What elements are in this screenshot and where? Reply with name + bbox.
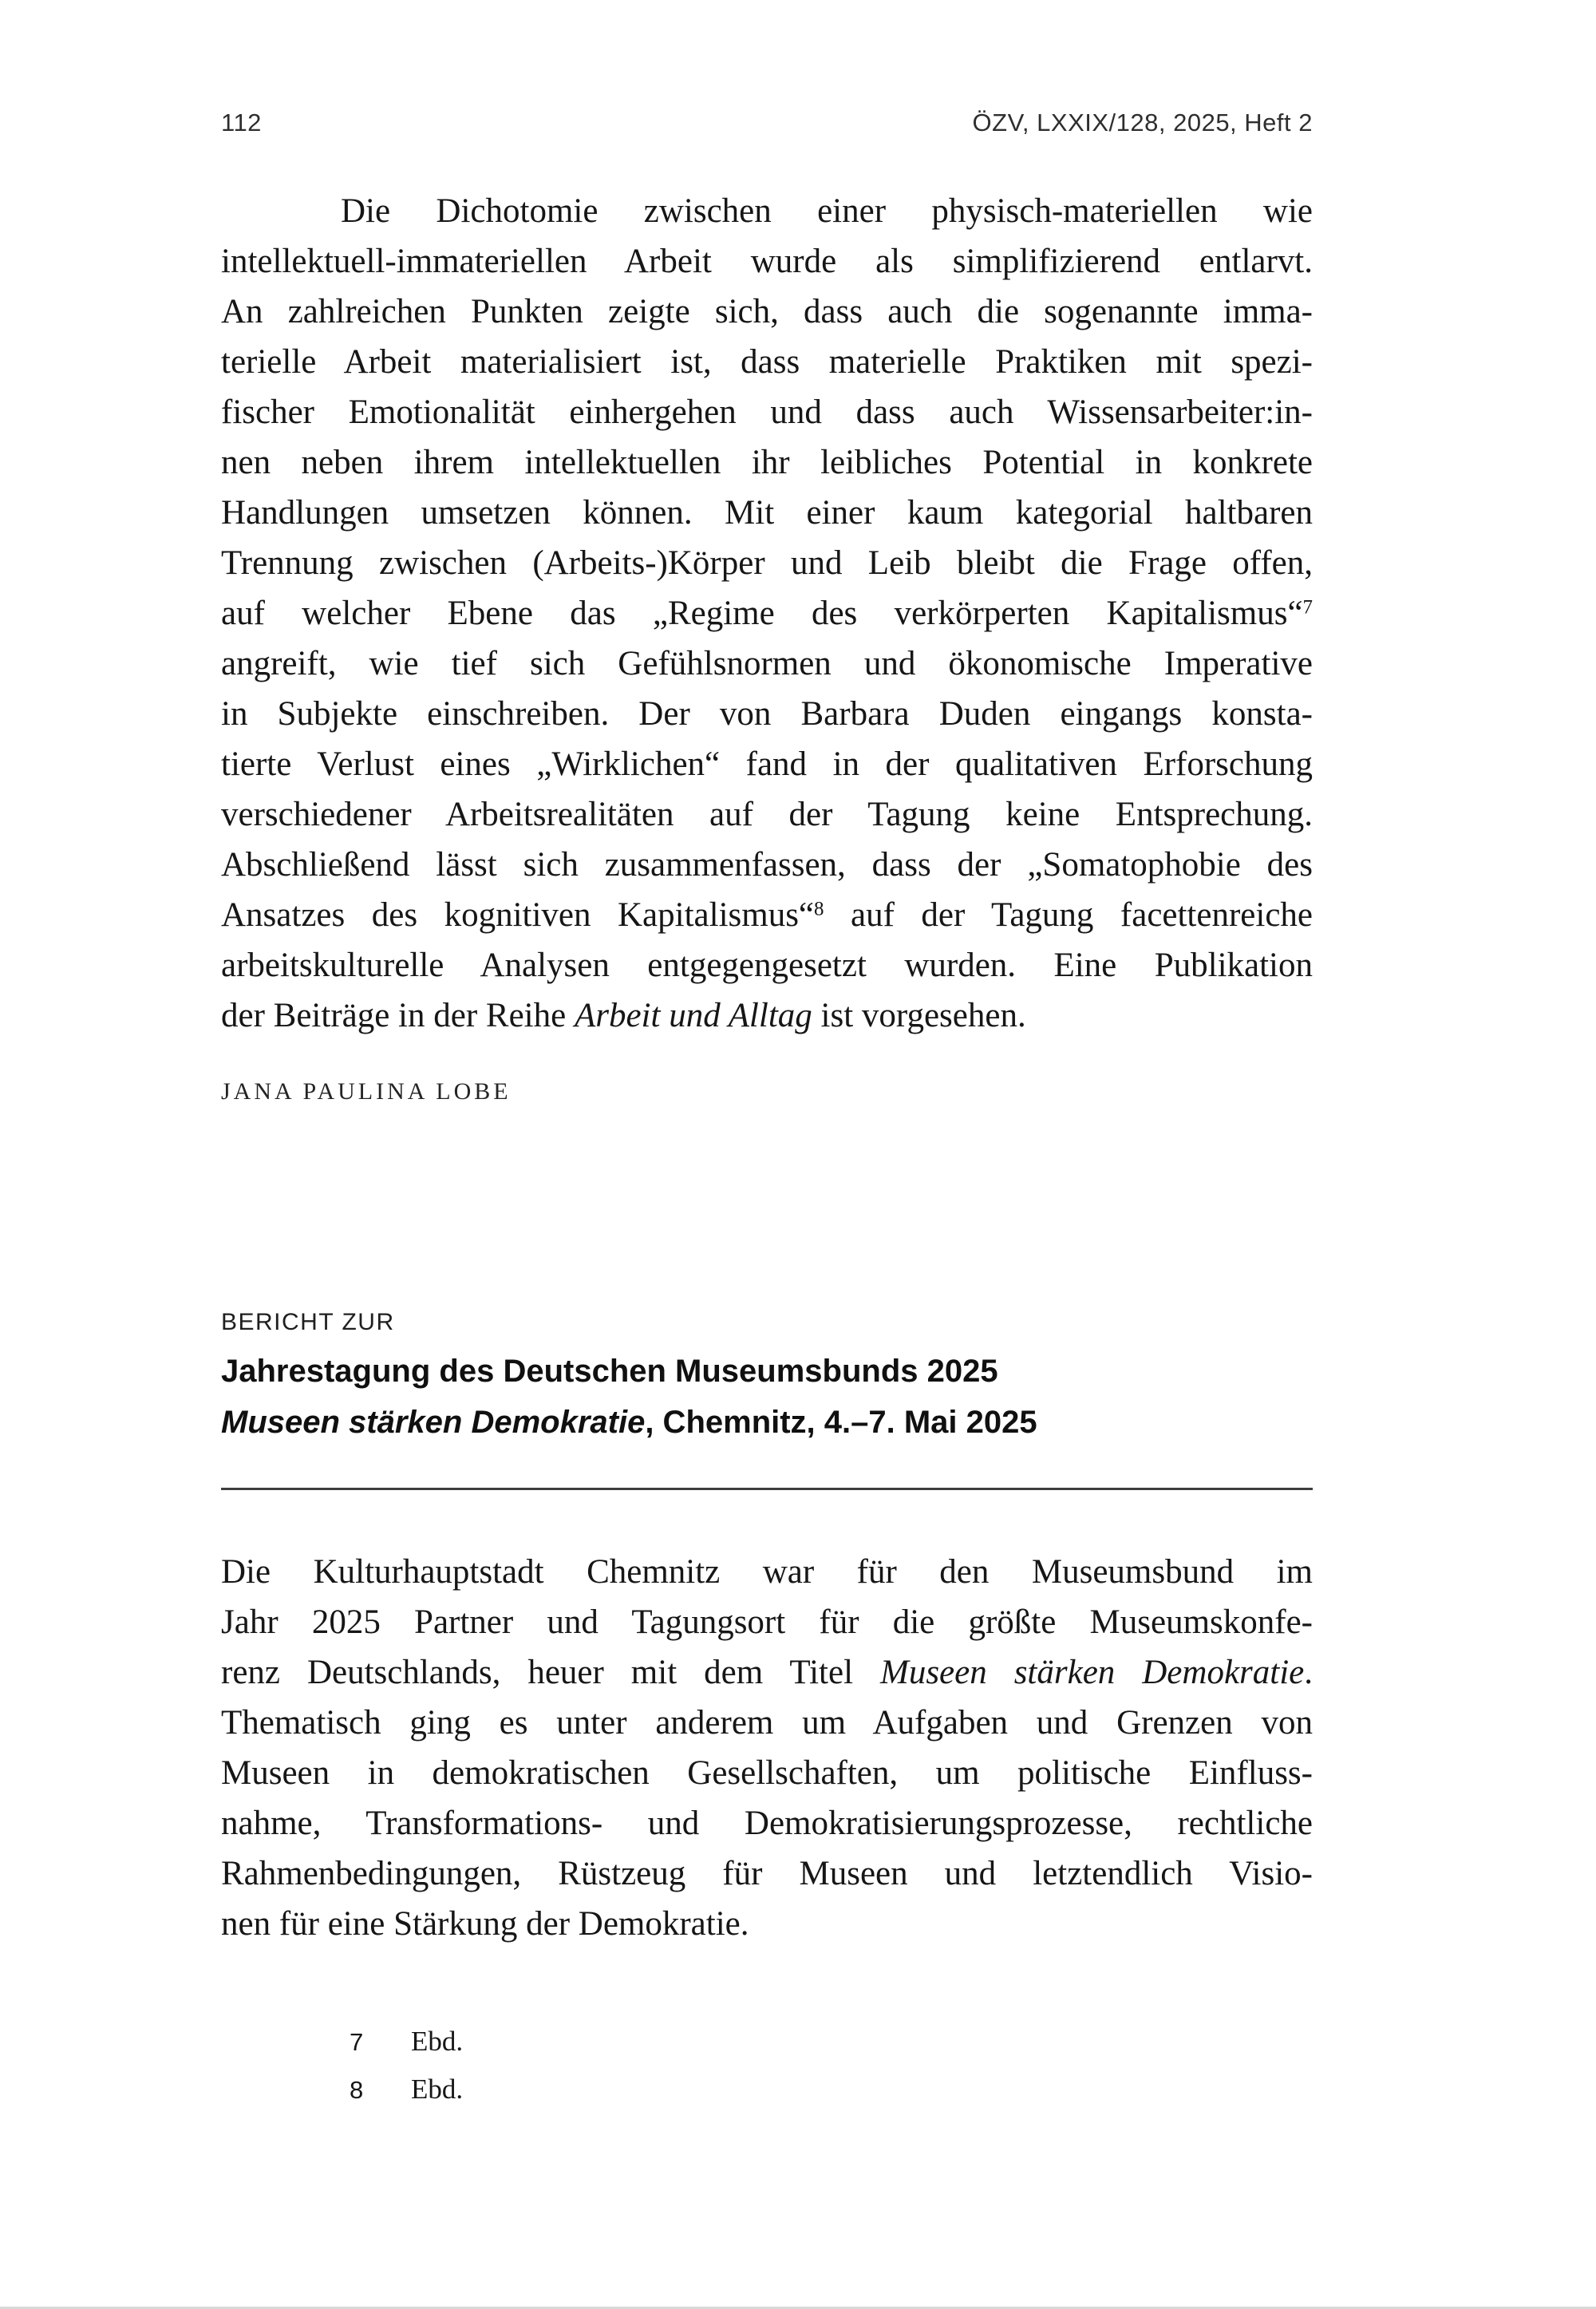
text-line: Abschließend lässt sich zusammenfassen, dass der „Somatophobie des	[221, 846, 1313, 884]
text-line: Trennung zwischen (Arbeits-)Körper und Leib bleibt die Frage offen,	[221, 544, 1313, 582]
text-line: nen neben ihrem intellektuellen ihr leibliches Potential in konkrete	[221, 444, 1313, 481]
journal-reference: ÖZV, LXXIX/128, 2025, Heft 2	[972, 109, 1313, 136]
text-line: nen für eine Stärkung der Demokratie.	[221, 1905, 749, 1943]
footnote-row	[221, 2018, 1313, 2066]
report-title-italic: Museen stärken Demokratie	[221, 1405, 646, 1440]
report-title-line2	[221, 1405, 1037, 1441]
report-title-rest: , Chemnitz, 4.–7. Mai 2025	[645, 1405, 1037, 1440]
text-line: tierte Verlust eines „Wirklichen“ fand in der qualitativen Erforschung	[221, 745, 1313, 783]
text-line: renz Deutschlands, heuer mit dem Titel Museen stärken Demokratie.	[221, 1654, 1313, 1691]
text-line: Die Kulturhauptstadt Chemnitz war für den Museumsbund im	[221, 1553, 1313, 1591]
text-line: der Beiträge in der Reihe Arbeit und Alltag ist vorgesehen.	[221, 997, 1026, 1034]
report-opening-paragraph	[221, 1547, 1313, 1949]
section-divider	[221, 1488, 1313, 1490]
footnote-row	[221, 2066, 1313, 2113]
text-line: verschiedener Arbeitsrealitäten auf der Tagung keine Entsprechung.	[221, 796, 1313, 833]
footnote-number: 8	[350, 2076, 364, 2104]
page-number: 112	[221, 109, 262, 136]
text-line: angreift, wie tief sich Gefühlsnormen und ökonomische Imperative	[221, 645, 1313, 682]
report-closing-paragraph	[221, 186, 1313, 1041]
running-head	[221, 109, 1313, 137]
text-line: Ansatzes des kognitiven Kapitalismus“$^8$ auf der Tagung facettenreiche	[221, 896, 1313, 934]
text-line: nahme, Transformations- und Demokratisierungsprozesse, rechtliche	[221, 1805, 1313, 1842]
text-line: Handlungen umsetzen können. Mit einer kaum kategorial haltbaren	[221, 494, 1313, 532]
text-line: Thematisch ging es unter anderem um Aufgaben und Grenzen von	[221, 1704, 1313, 1742]
text-line: Museen in demokratischen Gesellschaften, um politische Einfluss-	[221, 1754, 1313, 1792]
text-line: An zahlreichen Punkten zeigte sich, dass auch die sogenannte imma-	[221, 293, 1313, 330]
text-line: terielle Arbeit materialisiert ist, dass materielle Praktiken mit spezi-	[221, 343, 1313, 381]
text-line: intellektuell-immateriellen Arbeit wurde als simplifizierend entlarvt.	[221, 243, 1313, 280]
text-line: arbeitskulturelle Analysen entgegengesetzt wurden. Eine Publikation	[221, 947, 1313, 984]
author-name: JANA PAULINA LOBE	[221, 1078, 512, 1105]
text-line: in Subjekte einschreiben. Der von Barbara Duden eingangs konsta-	[221, 695, 1313, 733]
text-line: fischer Emotionalität einhergehen und dass auch Wissensarbeiter:in-	[221, 393, 1313, 431]
text-line: Rahmenbedingungen, Rüstzeug für Museen und letztendlich Visio-	[221, 1855, 1313, 1892]
report-kicker: BERICHT ZUR	[221, 1309, 395, 1335]
text-line: auf welcher Ebene das „Regime des verkörperten Kapitalismus“$^7$	[221, 595, 1313, 632]
text-line: Jahr 2025 Partner und Tagungsort für die größte Museumskonfe-	[221, 1603, 1313, 1641]
footnote-text: Ebd.	[411, 2026, 464, 2057]
text-line: Die Dichotomie zwischen einer physisch-materiellen wie	[341, 192, 1313, 230]
footnote-text: Ebd.	[411, 2074, 464, 2105]
footnote-number: 7	[350, 2028, 364, 2056]
report-title-line1: Jahrestagung des Deutschen Museumsbunds 2025	[221, 1354, 998, 1389]
footnotes	[221, 2018, 1313, 2113]
